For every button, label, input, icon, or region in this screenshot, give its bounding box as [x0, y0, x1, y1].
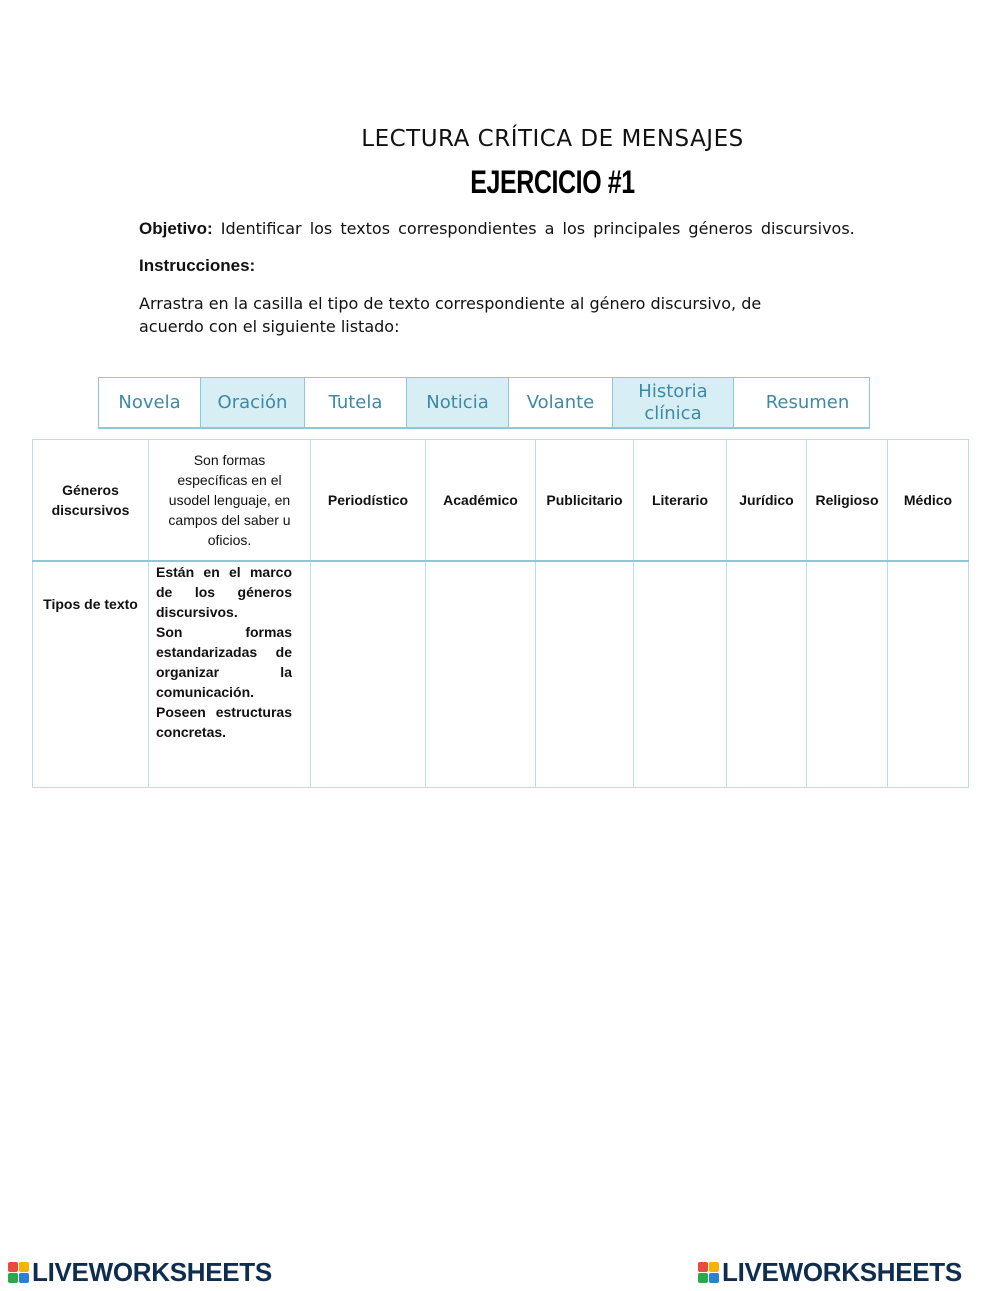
genre-religioso: Religioso	[807, 440, 888, 562]
live-logo-icon	[698, 1262, 719, 1283]
genre-publicitario: Publicitario	[536, 440, 634, 562]
genre-literario: Literario	[634, 440, 727, 562]
drop-zone-literario[interactable]	[634, 561, 727, 788]
objective-label: Objetivo:	[139, 219, 213, 238]
footer-logo-right	[698, 1258, 962, 1286]
brand-wordmark: LIVEWORKSHEETS	[722, 1256, 962, 1287]
generos-definition: Son formas específicas en el usodel lenguaje, en campos del saber u oficios.	[149, 440, 311, 562]
option-volante[interactable]: Volante	[509, 378, 613, 427]
objective-text: Identificar los textos correspondientes a los principales géneros discursivos.	[220, 219, 855, 238]
drop-zone-religioso[interactable]	[807, 561, 888, 788]
row-label-tipos: Tipos de texto	[33, 561, 149, 788]
page-title: LECTURA CRÍTICA DE MENSAJES	[361, 126, 744, 152]
option-historia-clinica[interactable]: Historia clínica	[613, 378, 734, 427]
genre-periodistico: Periodístico	[311, 440, 426, 562]
option-noticia[interactable]: Noticia	[407, 378, 509, 427]
brand-wordmark: LIVEWORKSHEETS	[32, 1256, 272, 1287]
option-tutela[interactable]: Tutela	[305, 378, 407, 427]
genre-juridico: Jurídico	[727, 440, 807, 562]
drop-zone-publicitario[interactable]	[536, 561, 634, 788]
option-novela[interactable]: Novela	[99, 378, 201, 427]
drop-zone-juridico[interactable]	[727, 561, 807, 788]
genre-medico: Médico	[888, 440, 969, 562]
tipos-definition-line: Están en el marco de los géneros discursivos.	[156, 564, 292, 620]
tipos-definition-line: Poseen estructuras concretas.	[156, 704, 292, 740]
option-resumen[interactable]: Resumen	[765, 391, 850, 413]
footer-logo-left	[8, 1258, 272, 1286]
drop-zone-medico[interactable]	[888, 561, 969, 788]
objective	[139, 219, 859, 239]
row-label-generos: Géneros discursivos	[33, 440, 149, 562]
genres-table	[32, 439, 969, 788]
genre-academico: Académico	[426, 440, 536, 562]
option-bank	[98, 377, 870, 429]
live-logo-icon	[8, 1262, 29, 1283]
instructions-label: Instrucciones:	[139, 256, 256, 275]
tipos-definition-line: Son formas estandarizadas de organizar la comunicación.	[156, 624, 292, 700]
drop-zone-periodistico[interactable]	[311, 561, 426, 788]
tipos-definition	[149, 561, 311, 788]
option-oracion[interactable]: Oración	[201, 378, 305, 427]
exercise-title: EJERCICIO #1	[470, 164, 635, 200]
instructions-text: Arrastra en la casilla el tipo de texto correspondiente al género discursivo, de acuerdo con el siguiente listado:	[139, 294, 762, 336]
drop-zone-academico[interactable]	[426, 561, 536, 788]
